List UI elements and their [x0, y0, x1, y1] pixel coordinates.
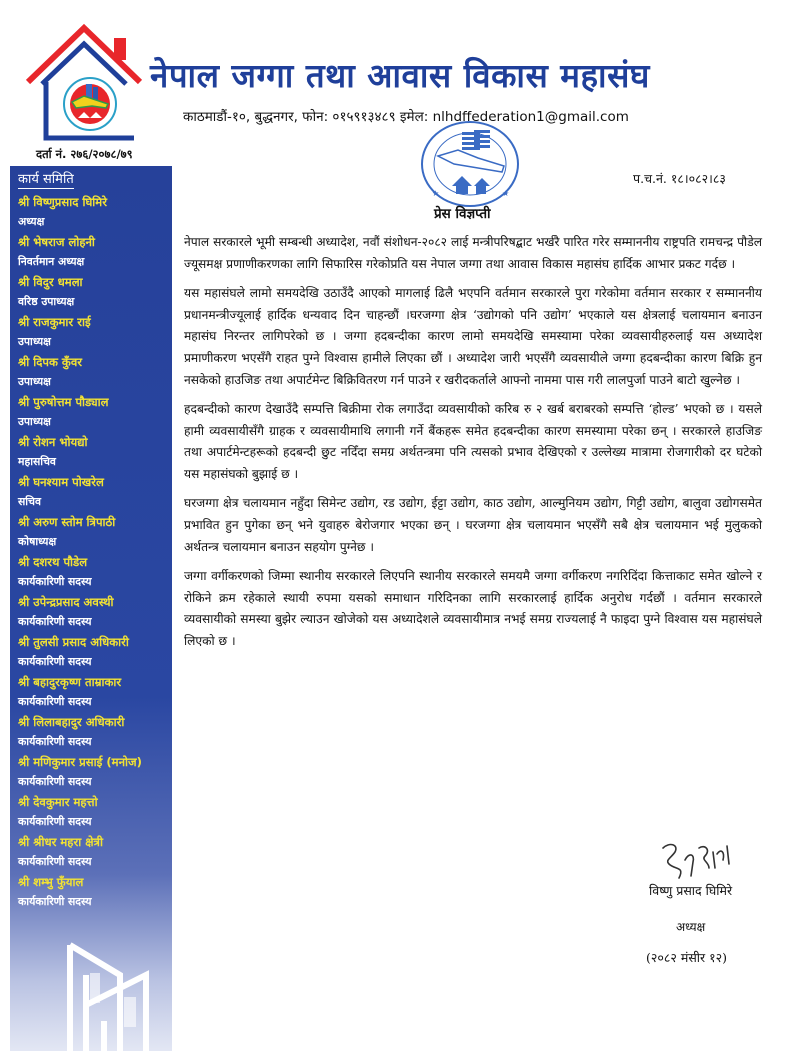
member-role: कार्यकारिणी सदस्य: [18, 695, 92, 708]
member-role: महासचिव: [18, 455, 56, 468]
building-graphic-icon: [60, 935, 150, 1051]
committee-member: [18, 512, 172, 552]
member-role: वरिष्ठ उपाध्यक्ष: [18, 295, 75, 308]
committee-member: [18, 592, 172, 632]
member-role: कार्यकारिणी सदस्य: [18, 855, 92, 868]
member-name: श्री अरुण स्तोम त्रिपाठी: [18, 515, 116, 529]
member-name: श्री तुलसी प्रसाद अधिकारी: [18, 635, 129, 649]
member-name: श्री उपेन्द्रप्रसाद अवस्थी: [18, 595, 114, 609]
committee-member: [18, 392, 172, 432]
signer-name: विष्णु प्रसाद घिमिरे: [649, 883, 733, 898]
committee-member: [18, 672, 172, 712]
member-name: श्री पुरुषोत्तम पौड्याल: [18, 395, 109, 409]
member-role: सचिव: [18, 495, 41, 508]
committee-member: [18, 272, 172, 312]
house-logo-icon: [24, 20, 144, 145]
member-role: कार्यकारिणी सदस्य: [18, 895, 92, 908]
committee-member: [18, 312, 172, 352]
paragraph: नेपाल सरकारले भूमी सम्बन्धी अध्यादेश, नवौं संशोधन-२०८२ लाई मन्त्रीपरिषद्बाट भर्खरै पारित गरेर सम्माननीय राष्ट्रपति रामचन्द्र पौडेल ज्यूसमक्ष प्रणाणीकरणका लागि सिफारिस गरेकोप्रति यस नेपाल जग्गा तथा आवास विकास महासंघ हार्दिक आभार प्रकट गर्दछ ।: [184, 235, 762, 271]
registration-number: दर्ता नं. २७६/२०७८/७९: [36, 147, 133, 161]
member-role: कार्यकारिणी सदस्य: [18, 775, 92, 788]
committee-member: [18, 712, 172, 752]
committee-member: [18, 832, 172, 872]
member-name: श्री मणिकुमार प्रसाई (मनोज): [18, 755, 142, 769]
member-name: श्री घनश्याम पोखरेल: [18, 475, 104, 489]
paragraph: यस महासंघले लामो समयदेखि उठाउँदै आएको मागलाई ढिलै भएपनि वर्तमान सरकारले पुरा गरेकोमा वर्तमान सरकार र सम्माननीय प्रधानमन्त्रीज्यूलाई हार्दिक धन्यवाद दिन चाहन्छौं ।घरजग्गा क्षेत्र ‘उद्योगको पनि उद्योग’ भएकाले यस क्षेत्रलाई चलायमान बनाउन महासंघ निरन्तर लागिपरेको छ । जग्गा हदबन्दीका कारण लामो समयदेखि समस्यामा परेका व्यवसायीहरुलाई यस अध्यादेश प्रमाणीकरण भएसँगै राहत पुग्ने विश्वास हामीले लिएका छौं । अध्यादेश जारी भएसँगै व्यवसायीले जग्गा हदबन्दीका कारण बिक्रि हुन नसकेको हाउजिङ तथा अपार्टमेन्ट बिक्रिवितरण गर्न पाउने र खरीदकर्ताले आफ्नो नाममा पास गरी लालपुर्जा पाउने बाटो खुल्नेछ ।: [184, 285, 762, 387]
member-role: निवर्तमान अध्यक्ष: [18, 255, 85, 268]
member-name: श्री भेषराज लोहनी: [18, 235, 95, 249]
member-name: श्री देवकुमार महत्तो: [18, 795, 98, 809]
committee-member: [18, 232, 172, 272]
signature-date: (२०८२ मंसीर १२): [646, 950, 727, 965]
organization-name: नेपाल जग्गा तथा आवास विकास महासंघ: [150, 56, 650, 95]
handwritten-signature-icon: [655, 838, 755, 888]
document-title: प्रेस विज्ञप्ती: [434, 206, 491, 222]
federation-seal-icon: [418, 120, 523, 208]
press-release-body: [184, 232, 762, 660]
member-name: श्री बहादुरकृष्ण ताम्राकार: [18, 675, 122, 689]
committee-member: [18, 552, 172, 592]
member-role: उपाध्यक्ष: [18, 415, 51, 428]
member-role: कार्यकारिणी सदस्य: [18, 815, 92, 828]
member-role: कार्यकारिणी सदस्य: [18, 575, 92, 588]
member-role: उपाध्यक्ष: [18, 375, 51, 388]
sidebar-heading: कार्य समिति: [18, 169, 74, 189]
committee-member: [18, 752, 172, 792]
member-role: कार्यकारिणी सदस्य: [18, 655, 92, 668]
svg-text:★: ★: [502, 189, 510, 198]
committee-member: [18, 192, 172, 232]
committee-member: [18, 632, 172, 672]
organization-contact: काठमाडौं-१०, बुद्धनगर, फोन: ०१५९१३४८९ इमेल: nlhdffederation1@gmail.com: [183, 109, 629, 125]
member-role: कार्यकारिणी सदस्य: [18, 615, 92, 628]
member-role: अध्यक्ष: [18, 215, 45, 228]
executive-committee-sidebar: [10, 166, 172, 1051]
committee-member: [18, 792, 172, 832]
member-name: श्री लिलाबहादुर अधिकारी: [18, 715, 125, 729]
paragraph: घरजग्गा क्षेत्र चलायमान नहुँदा सिमेन्ट उद्योग, रड उद्योग, ईट्टा उद्योग, काठ उद्योग, आल्मुनियम उद्योग, गिट्टी उद्योग, बालुवा उद्योगसमेत प्रभावित हुन पुगेका छन् भने युवाहरु बेरोजगार भएका छन् । घरजग्गा क्षेत्र चलायमान भएसँगै सबै क्षेत्र चलायमान भई मुलुकको अर्थतन्त्र चलायमान बनाउन सहयोग पुग्नेछ ।: [184, 496, 762, 554]
committee-member: [18, 432, 172, 472]
svg-text:★: ★: [432, 189, 440, 198]
paragraph: जग्गा वर्गीकरणको जिम्मा स्थानीय सरकारले लिएपनि स्थानीय सरकारले समयमै जग्गा वर्गीकरण नगरिदिंदा कित्ताकाट समेत खोल्ने र रोकिने क्रम रहेकाले स्थायी रुपमा यसको समाधान गरिदिनका लागि सरकारलाई हार्दिक अनुरोध गर्दछौं । वर्तमान सरकारले व्यवसायीको समस्या बुझेर ल्याउन खोजेको यस अध्यादेशले व्यवसायीमात्र नभई समग्र राज्यलाई नै फाइदा पुग्ने विश्वास यस महासंघले लिएको छ ।: [184, 568, 762, 648]
member-name: श्री विदुर धमला: [18, 275, 83, 289]
member-role: कोषाध्यक्ष: [18, 535, 57, 548]
member-name: श्री दिपक कुँवर: [18, 355, 83, 369]
member-name: श्री विष्णुप्रसाद घिमिरे: [18, 195, 107, 209]
reference-number: प.च.नं. १८।०८२।८३: [633, 171, 726, 186]
member-name: श्री राजकुमार राई: [18, 315, 91, 329]
committee-member: [18, 872, 172, 912]
committee-member: [18, 472, 172, 512]
member-role: उपाध्यक्ष: [18, 335, 51, 348]
member-name: श्री रोशन भोयद्यो: [18, 435, 88, 449]
member-name: श्री दशरथ पौडेल: [18, 555, 88, 569]
member-name: श्री शम्भु फुँयाल: [18, 875, 84, 889]
signer-title: अध्यक्ष: [676, 920, 706, 934]
member-list: [18, 192, 172, 912]
paragraph: हदबन्दीको कारण देखाउँदै सम्पत्ति बिक्रीमा रोक लगाउँदा व्यवसायीको करिब रु २ खर्ब बराबरको सम्पत्ति ‘होल्ड’ भएको छ । यसले हामी व्यवसायीसँगै ग्राहक र व्यवसायीमाथि लगानी गर्ने बैंकहरू समेत हदबन्दीका कारण समस्यामा परेका छन् । सरकारले हाउजिङ तथा अपार्टमेन्टहरूको हदबन्दी छुट नदिँदा समग्र अर्थतन्त्रमा पनि त्यसको प्रभाव देखिएको र उल्लेख्य मात्रामा रोजगारीको दर घटेको यस महासंघको बुझाई छ ।: [184, 401, 762, 482]
committee-member: [18, 352, 172, 392]
member-name: श्री श्रीधर महरा क्षेत्री: [18, 835, 103, 849]
member-role: कार्यकारिणी सदस्य: [18, 735, 92, 748]
